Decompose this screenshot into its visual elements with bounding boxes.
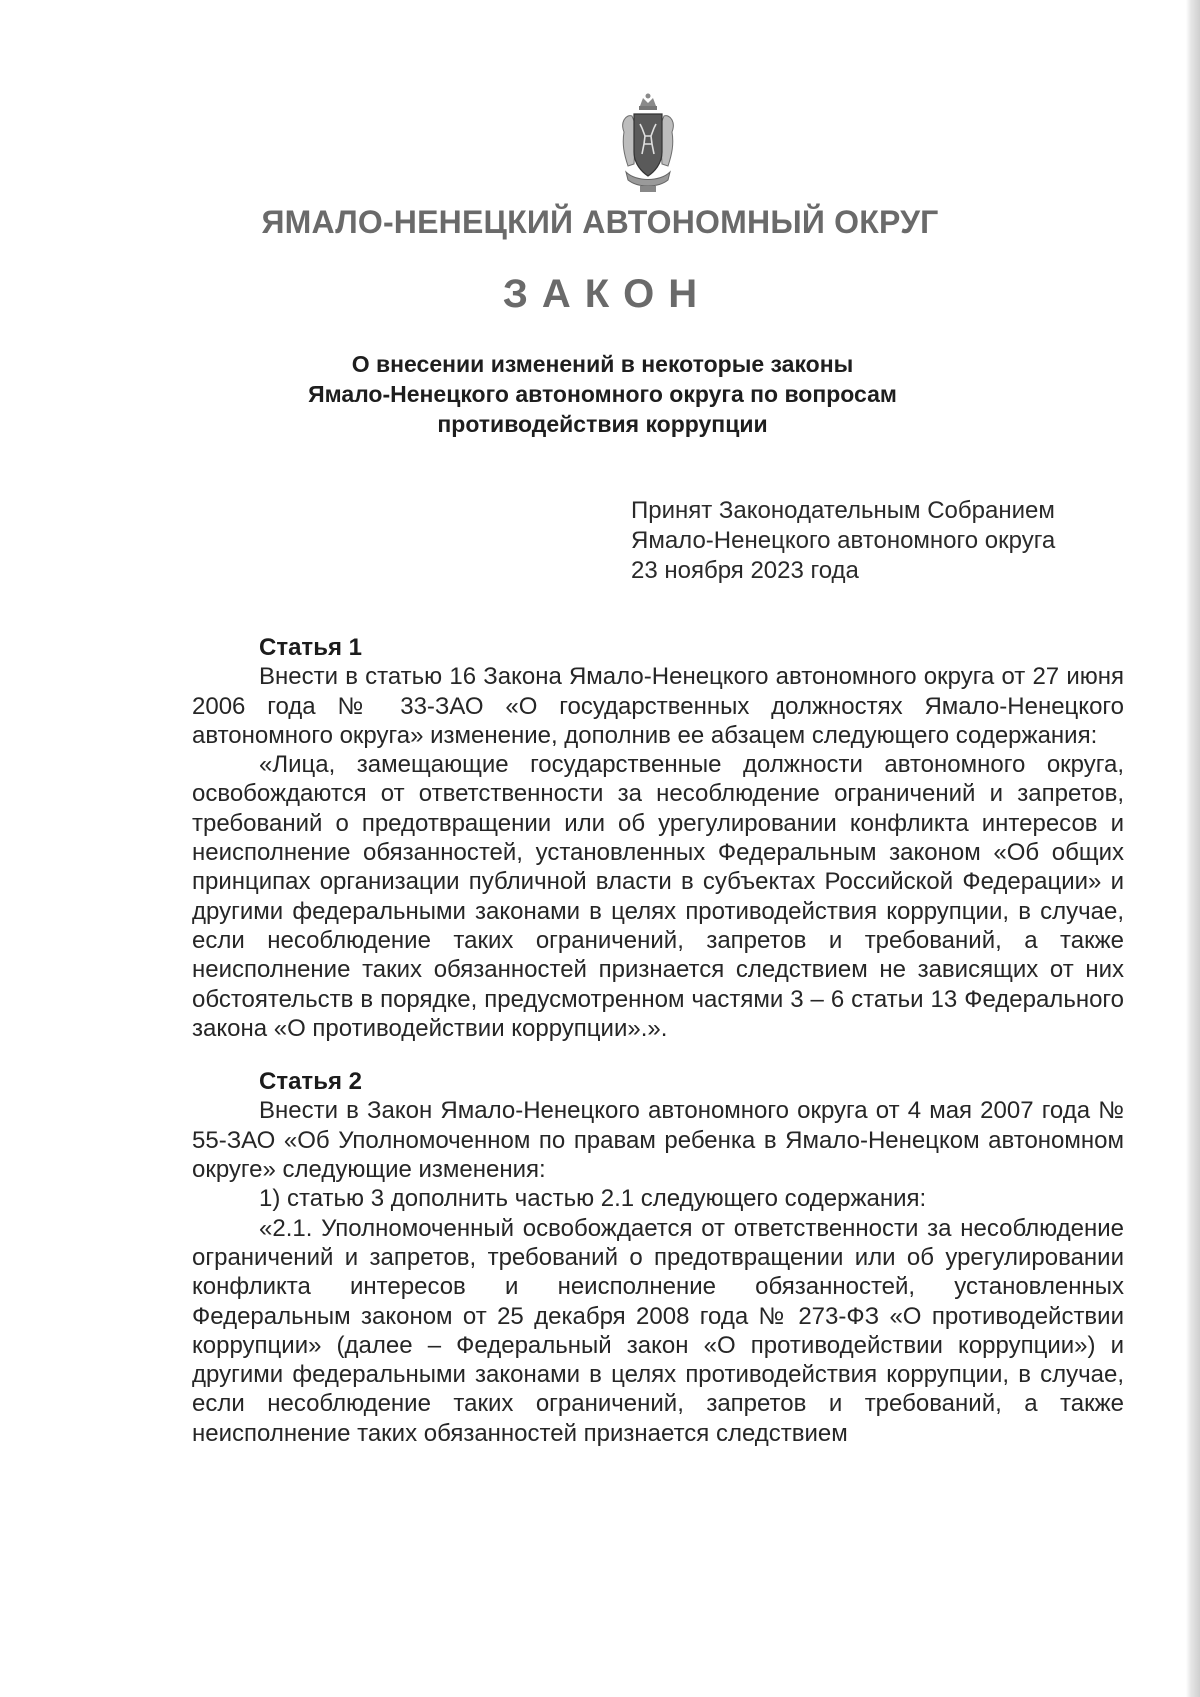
article-2-paragraph: «2.1. Уполномоченный освобождается от ответственности за несоблюдение ограничений и запретов, требований о предотвращении или об урегулировании конфликта интересов и неисполнение обязанностей, установленных Федеральным законом от 25 декабря 2008 года № 273-ФЗ «О противодействии коррупции» (далее – Федеральный закон «О противодействии коррупции») и другими федеральными законами в целях противодействия коррупции, в случае, если несоблюдение таких ограничений, запретов и требований, а также неисполнение таких обязанностей признается следствием — [192, 1214, 1124, 1447]
adoption-date: 23 ноября 2023 года — [631, 557, 859, 584]
law-title-line: Ямало-Ненецкого автономного округа по вопросам — [308, 381, 897, 407]
adoption-line: Принят Законодательным Собранием — [631, 497, 1055, 524]
article-1-paragraph: Внести в статью 16 Закона Ямало-Ненецкого автономного округа от 27 июня 2006 года № 33-ЗАО «О государственных должностях Ямало-Ненецкого автономного округа» изменение, дополнив ее абзацем следующего содержания: — [192, 663, 1124, 749]
adoption-line: Ямало-Ненецкого автономного округа — [631, 527, 1056, 554]
law-title-line: О внесении изменений в некоторые законы — [351, 351, 854, 377]
law-title-line: противодействия коррупции — [437, 411, 768, 437]
region-title: ЯМАЛО-НЕНЕЦКИЙ АВТОНОМНЫЙ ОКРУГ — [261, 204, 939, 240]
law-body — [192, 633, 1124, 1448]
article-2-paragraph: 1) статью 3 дополнить частью 2.1 следующего содержания: — [259, 1185, 927, 1213]
document-type: ЗАКОН — [502, 272, 712, 316]
adoption-block — [631, 496, 1151, 586]
scan-edge-shadow — [1186, 0, 1200, 1697]
article-2-heading: Статья 2 — [259, 1068, 362, 1096]
article-spacer — [192, 1043, 1124, 1067]
article-2-paragraph: Внести в Закон Ямало-Ненецкого автономного округа от 4 мая 2007 года № 55-ЗАО «Об Уполномоченном по правам ребенка в Ямало-Ненецком автономном округе» следующие изменения: — [192, 1097, 1124, 1184]
coat-of-arms-icon — [618, 92, 678, 196]
article-1-heading: Статья 1 — [259, 634, 362, 661]
law-title — [200, 349, 1005, 439]
article-1-paragraph: «Лица, замещающие государственные должности автономного округа, освобождаются от ответственности за несоблюдение ограничений и запретов, требований о предотвращении или об урегулировании конфликта интересов и неисполнение обязанностей, установленных Федеральным законом «Об общих принципах организации публичной власти в субъектах Российской Федерации» и другими федеральными законами в целях противодействия коррупции, в случае, если несоблюдение таких ограничений, запретов и требований, а также неисполнение таких обязанностей признается следствием не зависящих от них обстоятельств в порядке, предусмотренном частями 3 – 6 статьи 13 Федерального закона «О противодействии коррупции».». — [192, 751, 1124, 1042]
